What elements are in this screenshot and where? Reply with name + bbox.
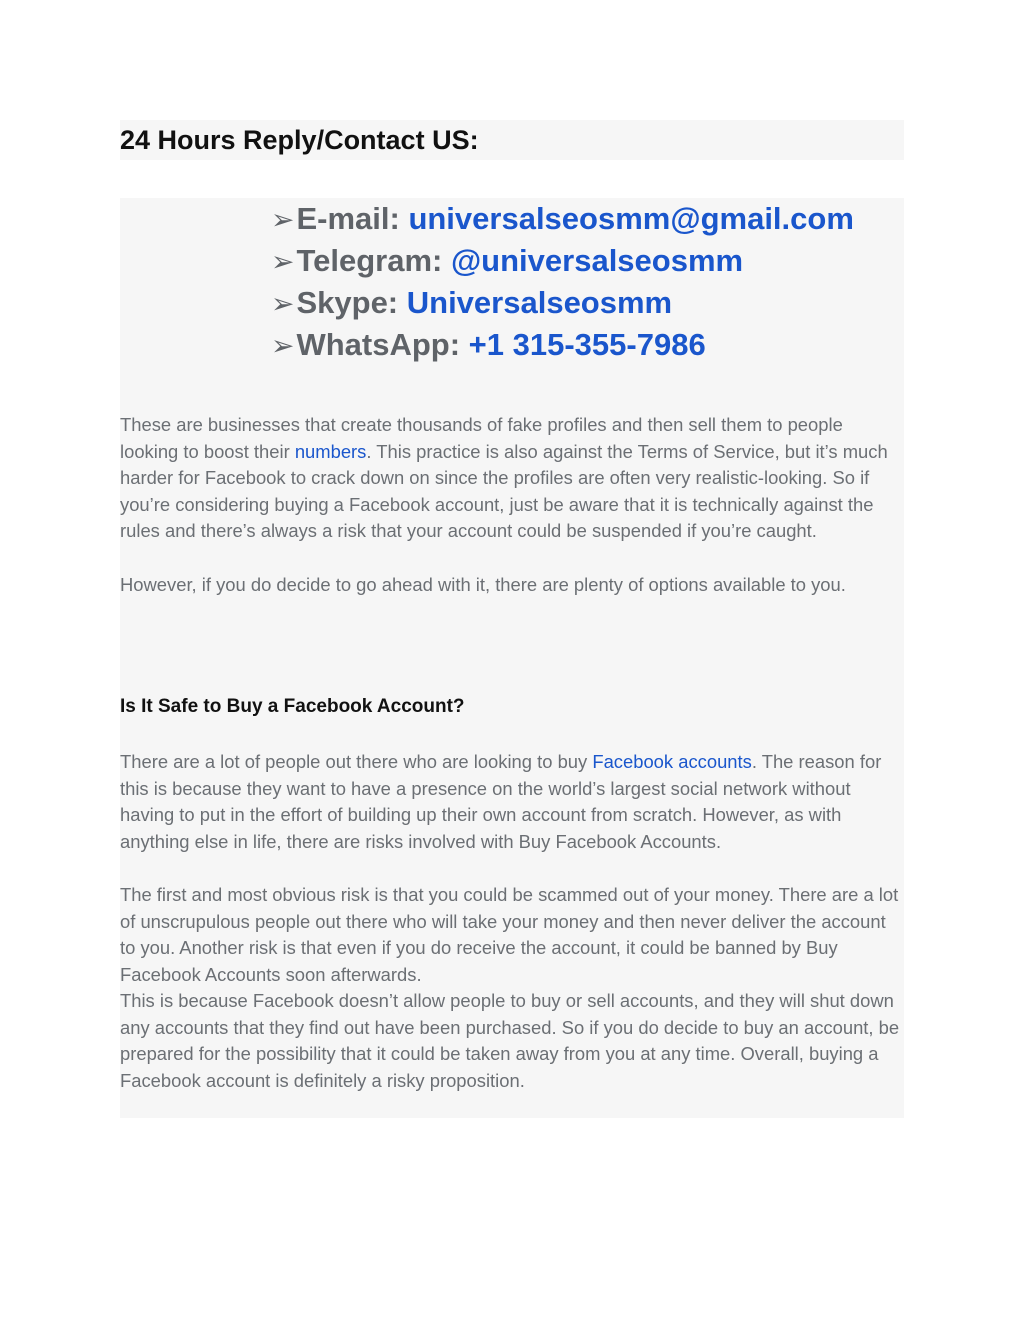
contact-list — [271, 198, 854, 366]
contact-label: Skype: — [296, 285, 407, 320]
contact-label: WhatsApp: — [296, 327, 469, 362]
arrow-bullet-icon: ➢ — [271, 287, 295, 320]
facebook-accounts-link[interactable]: Facebook accounts — [592, 751, 752, 772]
intro-text-end: . This practice is also against the Terms of Service, but it’s much harder for Facebook to crack down on since the profiles are often very realistic-looking. So if you’re considering buying a Facebook account, just be aware that it is technically against the rules and there’s always a risk that your account could be suspended if you’re caught. — [120, 440, 888, 542]
page-title: 24 Hours Reply/Contact US: — [120, 125, 479, 155]
safety-paragraph-3: This is because Facebook doesn’t allow people to buy or sell accounts, and they will shut down any accounts that they find out have been purchased. So if you do decide to buy an account, be prepared for the possibility that it could be taken away from you at any time. Overall, buying a Facebook account is definitely a risky proposition. — [120, 990, 900, 1091]
telegram-link[interactable]: @universalseosmm — [450, 243, 744, 278]
safety-paragraph-1 — [120, 749, 904, 855]
contact-whatsapp — [271, 324, 854, 366]
contact-label: E-mail: — [296, 201, 409, 236]
whatsapp-link[interactable]: +1 315-355-7986 — [468, 327, 706, 362]
skype-link[interactable]: Universalseosmm — [406, 285, 673, 320]
content-block — [120, 198, 904, 1118]
section-heading: Is It Safe to Buy a Facebook Account? — [120, 696, 465, 717]
safety-text-start: There are a lot of people out there who are looking to buy — [120, 751, 593, 772]
safety-text-end: . The reason for this is because they want to have a presence on the world’s largest social network without having to put in the effort of building up their own account from scratch. However, as with anything else in life, there are risks involved with Buy Facebook Accounts. — [120, 751, 882, 852]
contact-telegram — [271, 240, 854, 282]
email-link[interactable]: universalseosmm@gmail.com — [408, 201, 854, 236]
arrow-bullet-icon: ➢ — [271, 203, 295, 236]
contact-email — [271, 198, 854, 240]
arrow-bullet-icon: ➢ — [271, 245, 295, 278]
intro-paragraph-2: However, if you do decide to go ahead with it, there are plenty of options available to you. — [120, 574, 846, 595]
arrow-bullet-icon: ➢ — [271, 329, 295, 362]
intro-text-start: These are businesses that create thousands of fake profiles and then sell them to people looking to boost their — [120, 414, 843, 462]
numbers-link[interactable]: numbers — [294, 440, 367, 462]
heading-band — [120, 120, 904, 160]
intro-paragraph — [120, 412, 904, 545]
contact-label: Telegram: — [296, 243, 451, 278]
safety-paragraph-2: The first and most obvious risk is that you could be scammed out of your money. There are a lot of unscrupulous people out there who will take your money and then never deliver the account to you. Another risk is that even if you do receive the account, it could be banned by Buy Facebook Accounts soon afterwards. — [120, 884, 899, 985]
contact-skype — [271, 282, 854, 324]
